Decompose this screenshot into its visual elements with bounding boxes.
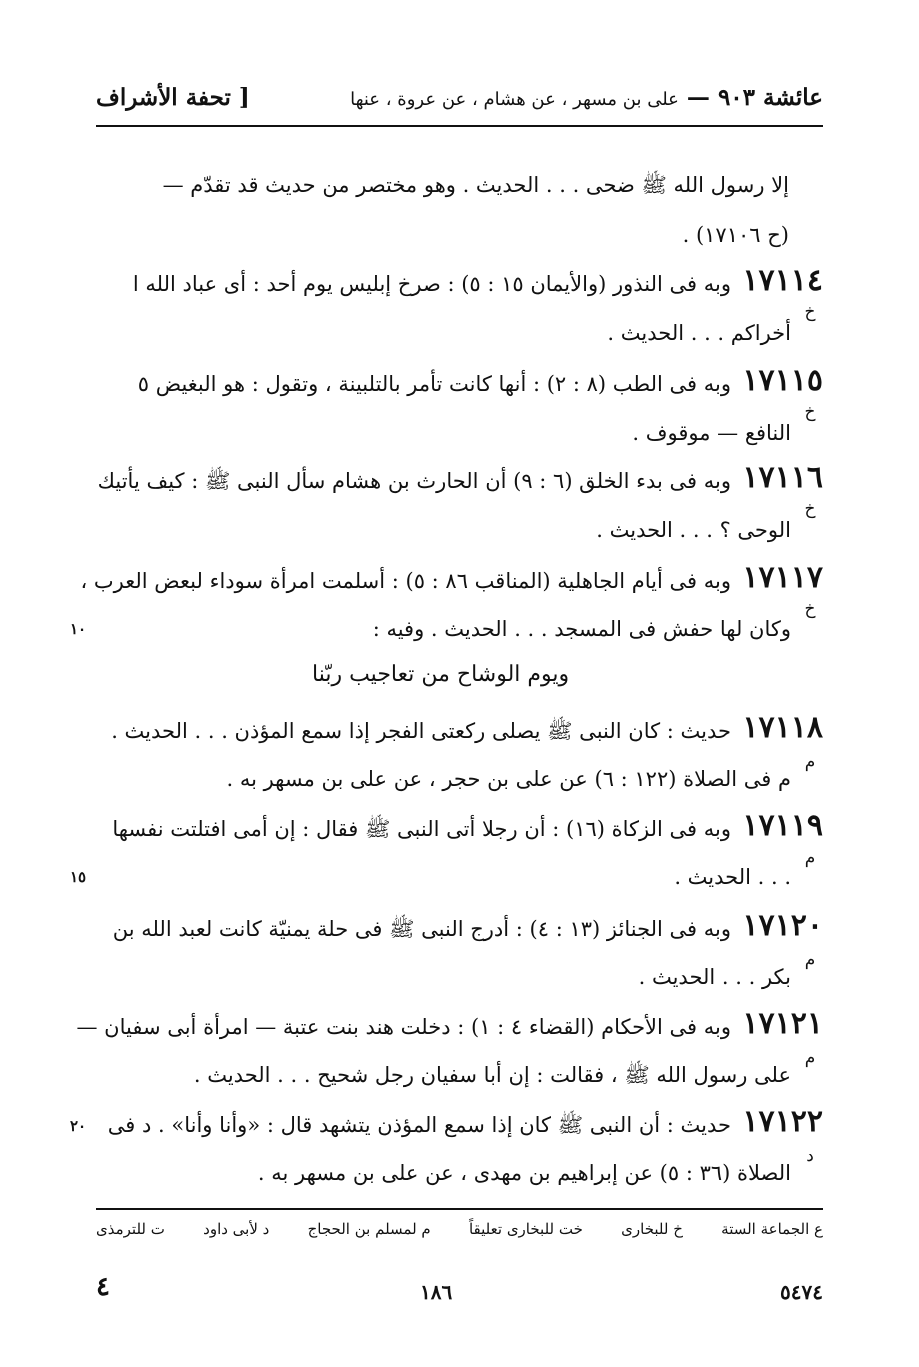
header-rule bbox=[96, 125, 823, 127]
page-header bbox=[96, 78, 823, 122]
entry-continuation: على رسول الله ﷺ ، فقالت : إن أبا سفيان رجل شحيح . . . الحديث . bbox=[193, 1063, 791, 1087]
entry bbox=[76, 1006, 823, 1044]
entry-text: وبه فى الأحكام (القضاء ٤ : ١) : دخلت هند بنت عتبة — امرأة أبى سفيان — bbox=[76, 1015, 731, 1039]
entry-text: وبه فى بدء الخلق (٦ : ٩) أن الحارث بن هشام سأل النبى ﷺ : كيف يأتيك bbox=[97, 469, 731, 493]
entry-text: وبه فى الطب (٨ : ٢) : أنها كانت تأمر بالتلبينة ، وتقول : هو البغيض ٥ bbox=[137, 372, 731, 396]
entry-continuation: أخراكم . . . الحديث . bbox=[607, 321, 791, 345]
line-number-margin: ٢٠ bbox=[70, 1117, 87, 1135]
entry-siglum: خ bbox=[804, 302, 816, 322]
entry-continuation: م فى الصلاة (١٢٢ : ٦) عن على بن حجر ، عن على بن مسهر به . bbox=[226, 767, 791, 791]
entry bbox=[96, 265, 823, 301]
intro-line-1: إلا رسول الله ﷺ ضحى . . . الحديث . وهو مختصر من حديث قد تقدّم — bbox=[162, 173, 789, 197]
entry-continuation: . . . الحديث . bbox=[674, 865, 791, 889]
entry-siglum: م bbox=[804, 752, 816, 772]
abbreviation-item: ت للترمذى bbox=[96, 1220, 165, 1238]
entry bbox=[96, 365, 823, 401]
entry-siglum: خ bbox=[804, 402, 816, 422]
entry bbox=[80, 560, 823, 598]
entry-text: وبه فى الجنائز (١٣ : ٤) : أدرج النبى ﷺ فى حلة يمنيّة كانت لعبد الله بن bbox=[112, 917, 731, 941]
poetry-verse: ويوم الوشاح من تعاجيب ربّنا bbox=[312, 662, 570, 687]
entry-continuation: بكر . . . الحديث . bbox=[638, 965, 791, 989]
entry-text: وبه فى أيام الجاهلية (المناقب ٨٦ : ٥) : أسلمت امرأة سوداء لبعض العرب ، bbox=[80, 569, 731, 593]
entry bbox=[96, 810, 823, 846]
entry-continuation: الصلاة (٣٦ : ٥) عن إبراهيم بن مهدى ، عن على بن مسهر به . bbox=[257, 1161, 791, 1185]
volume-number: ٥٤٧٤ bbox=[780, 1280, 823, 1304]
abbreviation-item: خت للبخارى تعليقاً bbox=[468, 1220, 583, 1238]
entry bbox=[96, 462, 823, 498]
entry-number: ١٧١١٨ bbox=[742, 710, 823, 745]
header-book-title: [ تحفة الأشراف bbox=[96, 84, 250, 111]
line-number-margin: ١٥ bbox=[70, 868, 87, 886]
entry-siglum: د bbox=[806, 1146, 814, 1166]
entry bbox=[96, 910, 823, 946]
entry bbox=[96, 712, 823, 748]
entry-number: ١٧١١٤ bbox=[742, 263, 823, 298]
line-number-margin: ١٠ bbox=[70, 620, 87, 638]
abbreviation-item: م لمسلم بن الحجاج bbox=[307, 1220, 431, 1238]
entry-number: ١٧١١٩ bbox=[742, 808, 823, 843]
abbreviation-item: خ للبخارى bbox=[621, 1220, 683, 1238]
entry bbox=[96, 1106, 823, 1142]
entry-siglum: م bbox=[804, 848, 816, 868]
page-number: ١٨٦ bbox=[420, 1280, 453, 1304]
entry-number: ١٧١١٥ bbox=[742, 363, 823, 398]
abbreviation-key bbox=[96, 1220, 823, 1238]
entry-text: وبه فى النذور (والأيمان ١٥ : ٥) : صرخ إبليس يوم أحد : أى عباد الله ا bbox=[132, 272, 731, 296]
header-chapter-title: عائشة ٩٠٣ — bbox=[686, 84, 823, 111]
entry-number: ١٧١٢٠ bbox=[742, 908, 823, 943]
entry-text: حديث : أن النبى ﷺ كان إذا سمع المؤذن يتشهد قال : «وأنا وأنا» . د فى bbox=[107, 1113, 731, 1137]
entry-siglum: خ bbox=[804, 599, 816, 619]
entry-siglum: خ bbox=[804, 499, 816, 519]
entry-continuation: وكان لها حفش فى المسجد . . . الحديث . وفيه : bbox=[372, 617, 791, 641]
entry-number: ١٧١٢١ bbox=[742, 1006, 823, 1041]
entry-number: ١٧١١٦ bbox=[742, 460, 823, 495]
entry-number: ١٧١٢٢ bbox=[742, 1104, 823, 1139]
entry-siglum: م bbox=[804, 1048, 816, 1068]
entry-siglum: م bbox=[804, 950, 816, 970]
entry-text: وبه فى الزكاة (١٦) : أن رجلا أتى النبى ﷺ فقال : إن أمى افتلتت نفسها bbox=[112, 817, 731, 841]
abbreviation-item: ع الجماعة الستة bbox=[721, 1220, 823, 1238]
header-chapter bbox=[350, 84, 823, 111]
footnote-rule bbox=[96, 1208, 823, 1210]
entry-continuation: الوحى ؟ . . . الحديث . bbox=[596, 518, 791, 542]
entry-continuation: النافع — موقوف . bbox=[632, 421, 791, 445]
entry-text: حديث : كان النبى ﷺ يصلى ركعتى الفجر إذا سمع المؤذن . . . الحديث . bbox=[111, 719, 731, 743]
header-chain: على بن مسهر ، عن هشام ، عن عروة ، عنها bbox=[350, 89, 679, 110]
signature-mark: ٤ bbox=[96, 1272, 110, 1302]
abbreviation-item: د لأبى داود bbox=[203, 1220, 270, 1238]
entry-number: ١٧١١٧ bbox=[742, 560, 823, 595]
intro-line-2: (ح ١٧١٠٦) . bbox=[682, 223, 789, 247]
